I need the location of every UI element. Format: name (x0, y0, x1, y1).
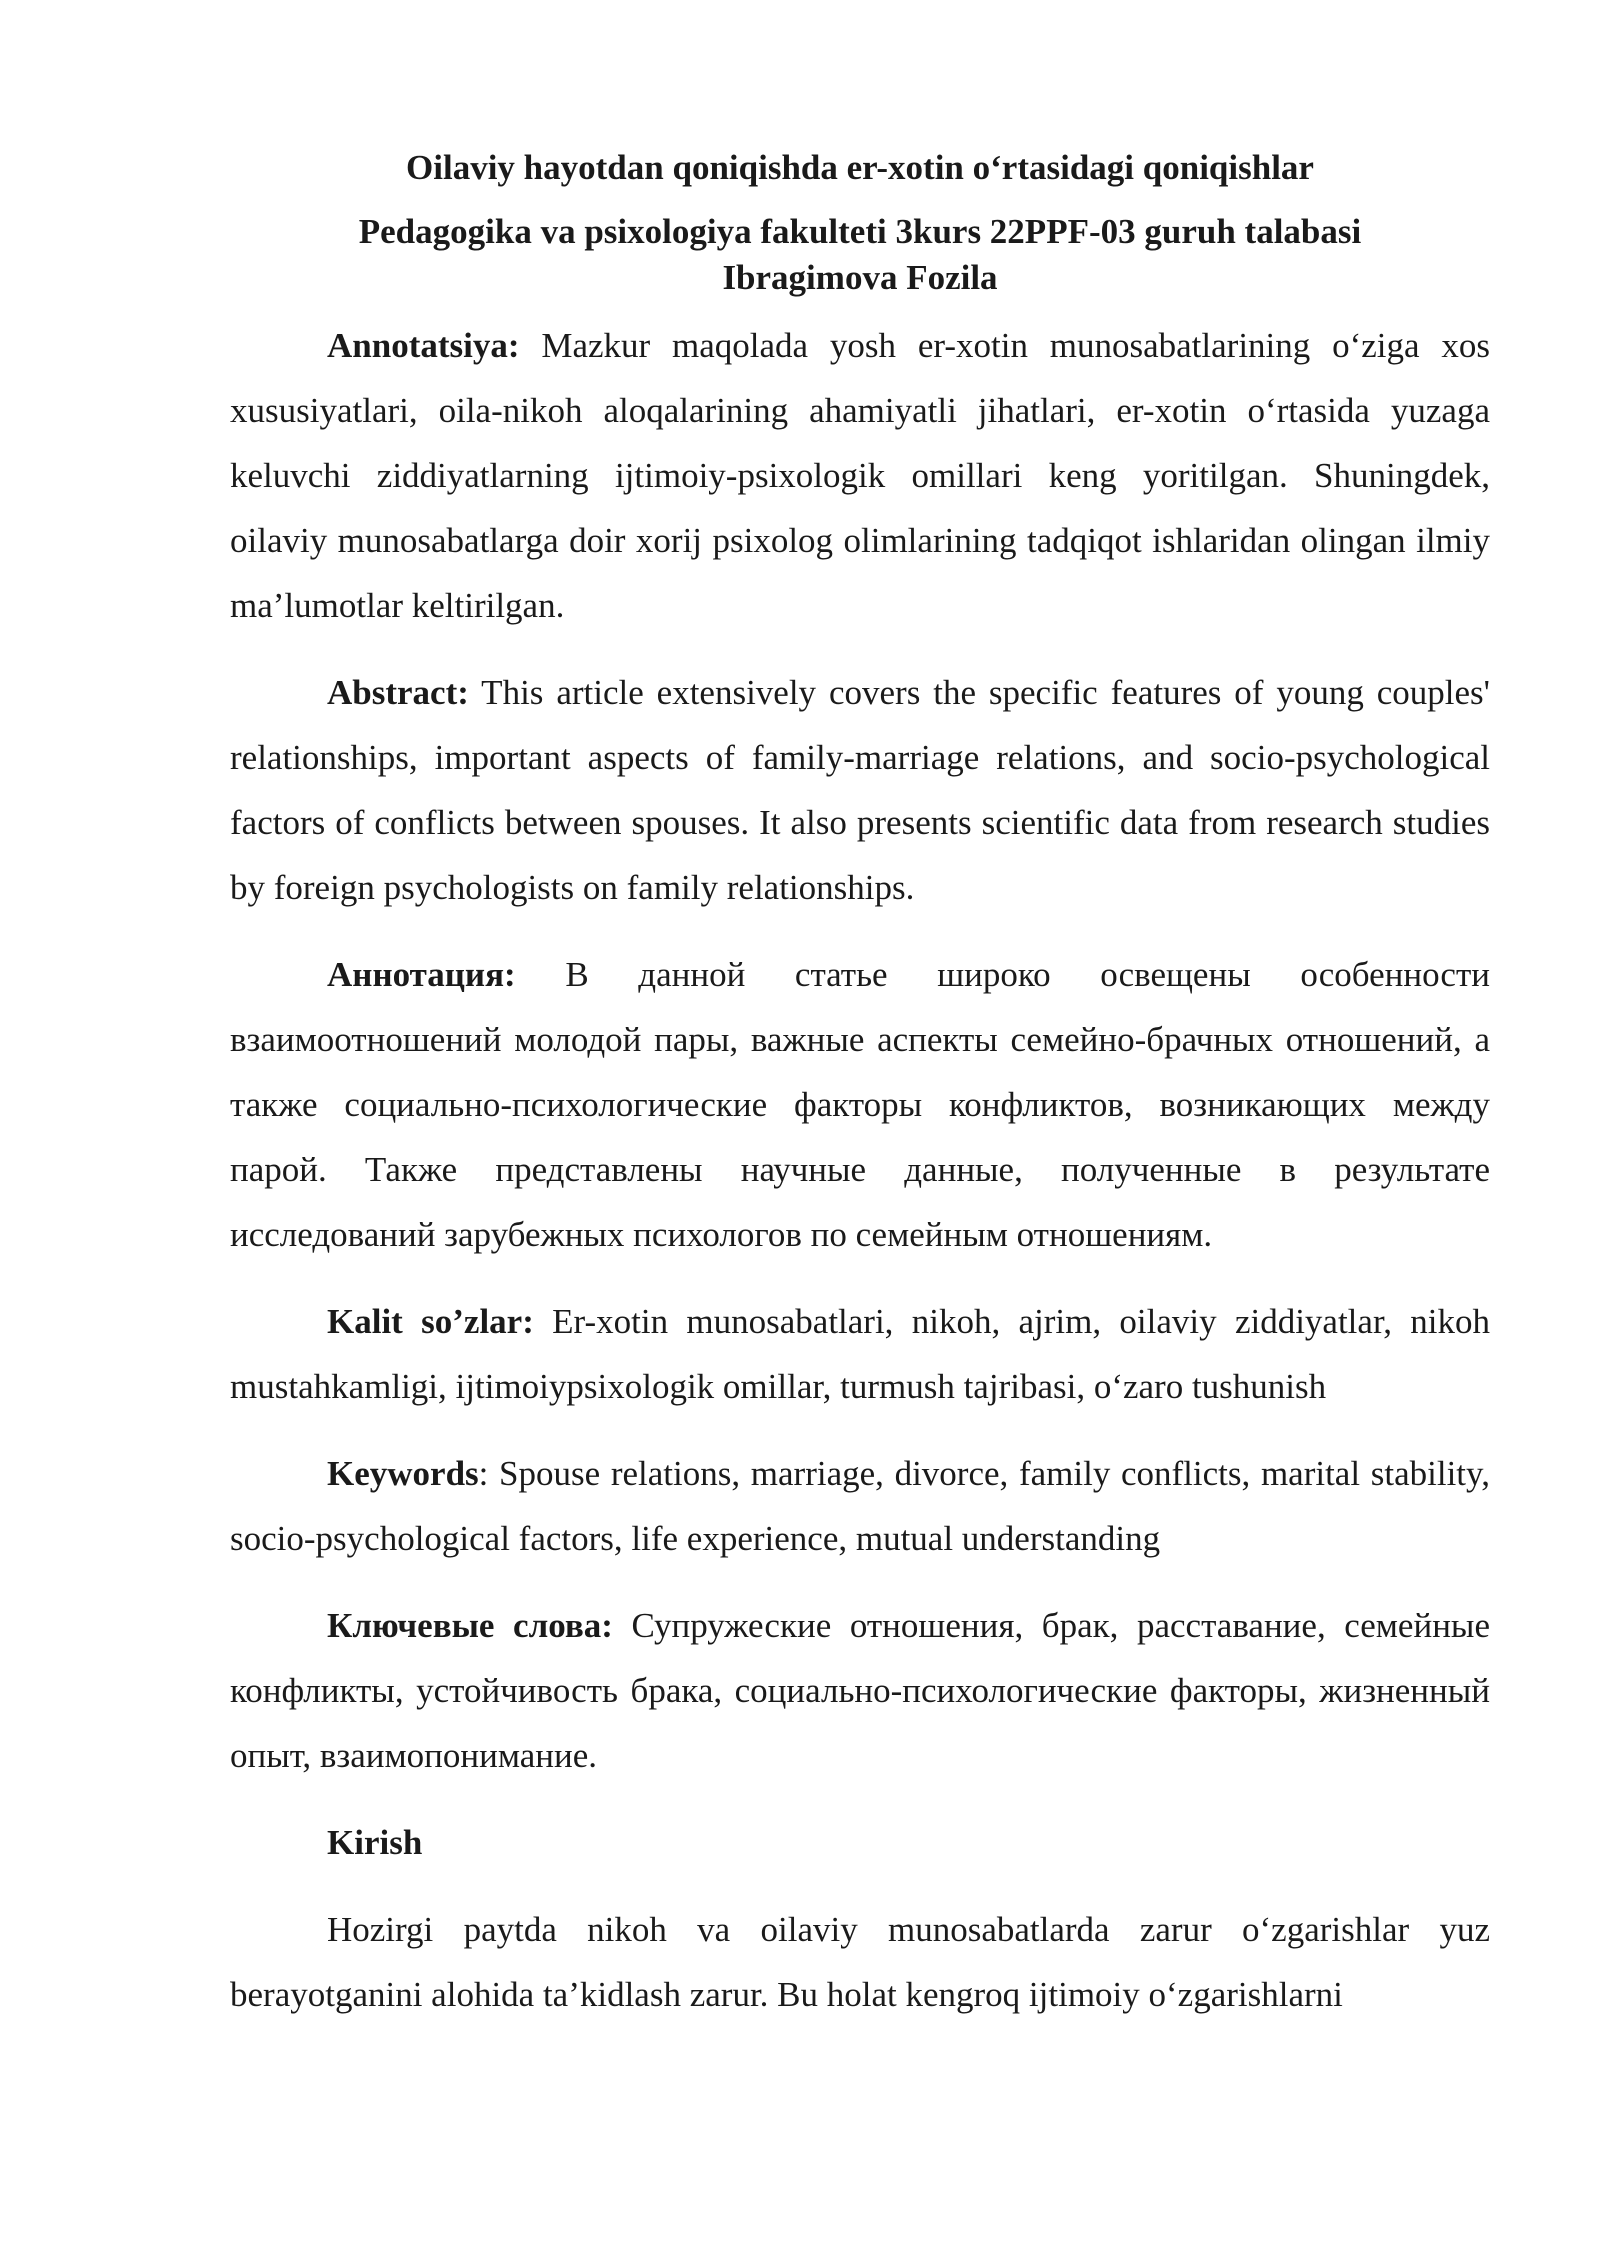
keywords-ru-text: Супружеские отношения, брак, расставание, семейные конфликты, устойчивость брака, социально-психологические факторы, жизненный опыт, взаимопонимание. (230, 1606, 1490, 1775)
keywords-ru (230, 1593, 1490, 1788)
author-block (230, 209, 1490, 301)
article-title: Oilaviy hayotdan qoniqishda er-xotin o‘rtasidagi qoniqishlar (406, 148, 1314, 187)
annotation-uz-label: Annotatsiya: (327, 326, 520, 365)
author-affiliation: Pedagogika va psixologiya fakulteti 3kurs 22PPF-03 guruh talabasi (358, 212, 1362, 251)
keywords-uz (230, 1289, 1490, 1419)
author-name: Ibragimova Fozila (722, 258, 998, 297)
annotation-ru-text: В данной статье широко освещены особенности взаимоотношений молодой пары, важные аспекты семейно-брачных отношений, а также социально-психологические факторы конфликтов, возникающих между парой. Также представлены научные данные, полученные в результате исследований зарубежных психологов по семейным отношениям. (230, 955, 1490, 1254)
abstract-en-label: Abstract: (327, 673, 469, 712)
keywords-ru-label: Ключевые слова: (327, 1606, 613, 1645)
keywords-uz-label: Kalit so’zlar: (327, 1302, 534, 1341)
intro-paragraph: Hozirgi paytda nikoh va oilaviy munosabatlarda zarur o‘zgarishlar yuz berayotganini alohida ta’kidlash zarur. Bu holat kengroq ijtimoiy o‘zgarishlarni (230, 1910, 1490, 2014)
annotation-ru (230, 942, 1490, 1267)
section-heading-intro: Kirish (327, 1823, 423, 1862)
keywords-en (230, 1441, 1490, 1571)
abstract-en-text: This article extensively covers the specific features of young couples' relationships, important aspects of family-marriage relations, and socio-psychological factors of conflicts between spouses. It also presents scientific data from research studies by foreign psychologists on family relationships. (230, 673, 1490, 907)
keywords-uz-text: Er-xotin munosabatlari, nikoh, ajrim, oilaviy ziddiyatlar, nikoh mustahkamligi, ijtimoiypsixologik omillar, turmush tajribasi, o‘zaro tushunish (230, 1302, 1490, 1406)
keywords-en-text: : Spouse relations, marriage, divorce, family conflicts, marital stability, socio-psychological factors, life experience, mutual understanding (230, 1454, 1490, 1558)
abstract-en (230, 660, 1490, 920)
annotation-ru-label: Аннотация: (327, 955, 516, 994)
keywords-en-label: Keywords (327, 1454, 479, 1493)
annotation-uz-text: Mazkur maqolada yosh er-xotin munosabatlarining o‘ziga xos xususiyatlari, oila-nikoh aloqalarining ahamiyatli jihatlari, er-xotin o‘rtasida yuzaga keluvchi ziddiyatlarning ijtimoiy-psixologik omillari keng yoritilgan. Shuningdek, oilaviy munosabatlarga doir xorij psixolog olimlarining tadqiqot ishlaridan olingan ilmiy ma’lumotlar keltirilgan. (230, 326, 1490, 625)
annotation-uz (230, 313, 1490, 638)
document-page (230, 145, 1490, 2049)
